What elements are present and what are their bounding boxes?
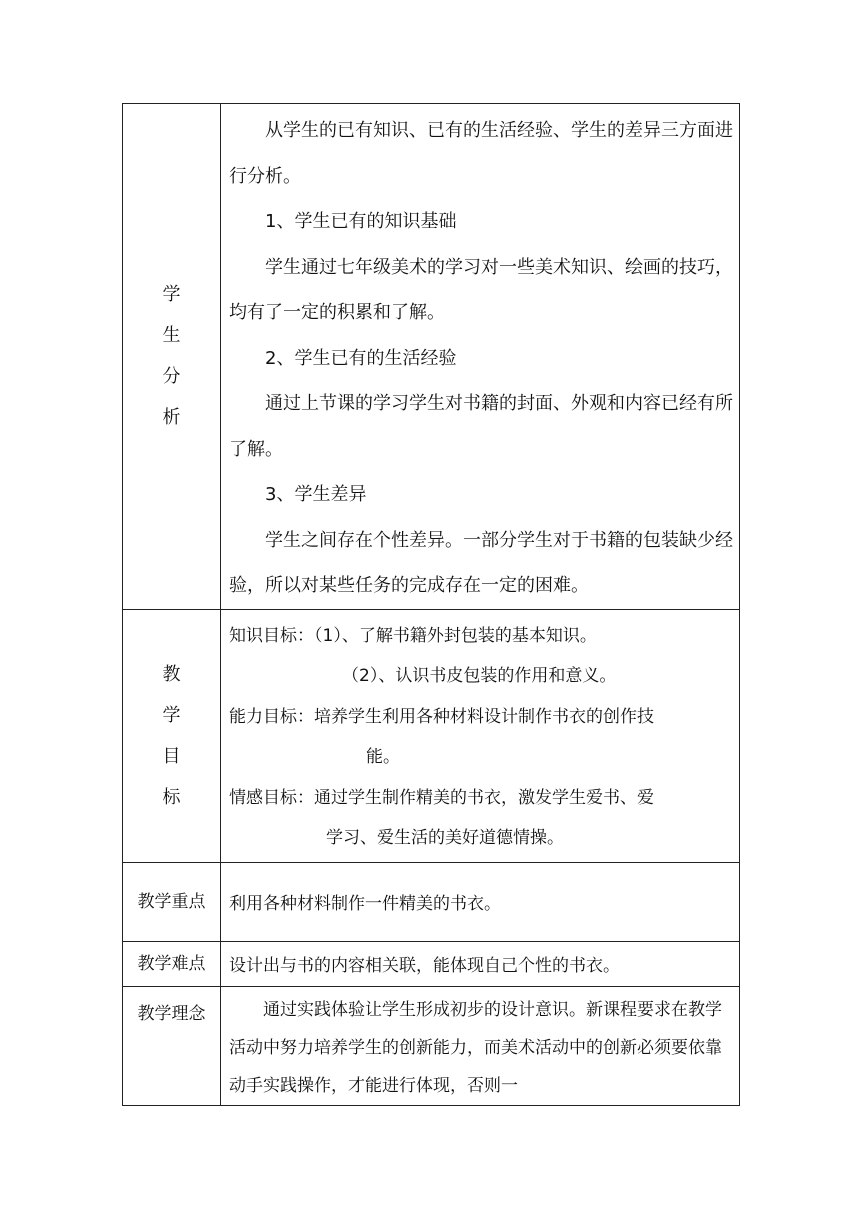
analysis-heading-3: 3、学生差异 [265,484,367,505]
emotion-goal-line-1: 情感目标：通过学生制作精美的书衣，激发学生爱书、爱 [229,787,654,808]
concept-label: 教学理念 [123,986,221,1105]
teaching-goals-label [123,609,221,862]
student-analysis-label [123,104,221,610]
concept-paragraph: 通过实践体验让学生形成初步的设计意识。新课程要求在教学活动中努力培养学生的创新能力，而美术活动中的创新必须要依靠动手实践操作，才能进行体现，否则一 [229,999,722,1096]
label-char: 标 [162,786,181,808]
label-char: 学 [162,284,181,306]
concept-row [123,986,740,1105]
difficulty-row [123,941,740,986]
key-point-row [123,862,740,941]
student-analysis-content [221,104,740,610]
knowledge-goal-2: （2）、认识书皮包装的作用和意义。 [342,666,617,686]
difficulty-content: 设计出与书的内容相关联，能体现自己个性的书衣。 [221,941,740,986]
student-analysis-row [123,104,740,610]
key-point-label: 教学重点 [123,862,221,941]
difficulty-label: 教学难点 [123,941,221,986]
analysis-heading-2: 2、学生已有的生活经验 [265,347,457,369]
emotion-goal-line-2: 学习、爱生活的美好道德情操。 [326,828,564,848]
concept-content [221,986,740,1105]
teaching-goals-content [221,609,740,862]
ability-goal-line-2: 能。 [366,747,400,767]
analysis-body-3: 学生之间存在个性差异。一部分学生对于书籍的包装缺少经验，所以对某些任务的完成存在一定的困难。 [229,529,733,596]
label-char: 生 [162,325,181,347]
label-char: 学 [162,704,181,726]
analysis-body-2: 通过上节课的学习学生对书籍的封面、外观和内容已经有所了解。 [229,393,733,460]
knowledge-goal-1: 知识目标：（1）、了解书籍外封包装的基本知识。 [229,625,597,646]
analysis-intro: 从学生的已有知识、已有的生活经验、学生的差异三方面进行分析。 [229,120,733,187]
lesson-plan-table [122,103,740,1106]
teaching-goals-row [123,609,740,862]
label-char: 分 [162,366,181,388]
analysis-heading-1: 1、学生已有的知识基础 [265,211,457,232]
label-char: 析 [162,407,181,429]
ability-goal-line-1: 能力目标：培养学生利用各种材料设计制作书衣的创作技 [229,706,654,727]
label-char: 目 [162,745,181,767]
analysis-body-1: 学生通过七年级美术的学习对一些美术知识、绘画的技巧，均有了一定的积累和了解。 [229,256,733,323]
label-char: 教 [162,663,181,685]
key-point-content: 利用各种材料制作一件精美的书衣。 [221,862,740,941]
